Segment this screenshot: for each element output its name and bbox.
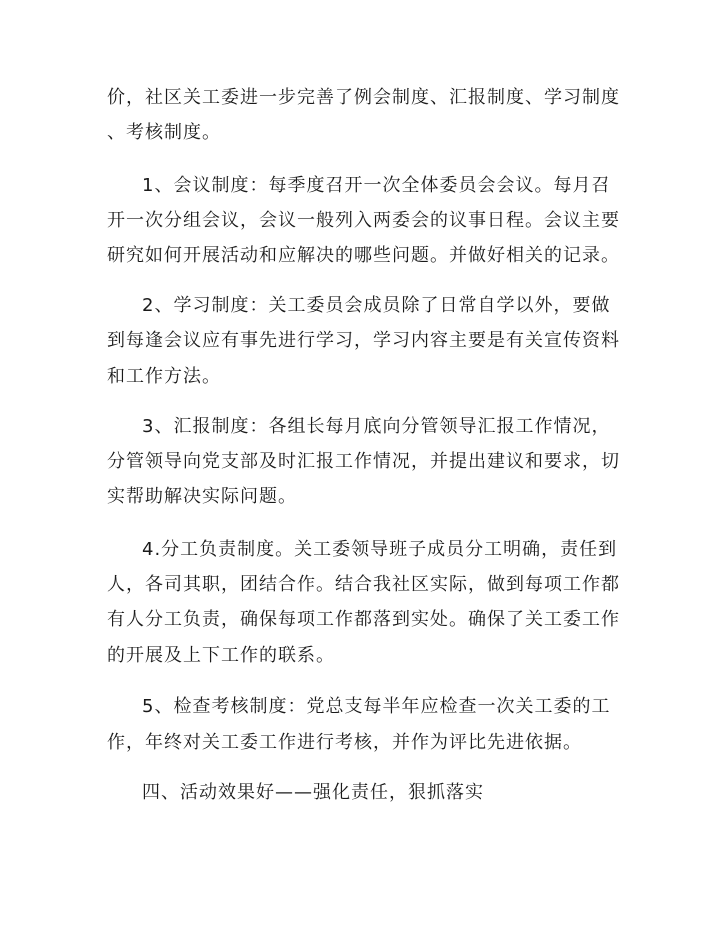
paragraph-line: 实帮助解决实际问题。	[107, 486, 297, 507]
paragraph-line: 4.分工负责制度。关工委领导班子成员分工明确，责任到	[142, 539, 618, 560]
paragraph-line: 有人分工负责，确保每项工作都落到实处。确保了关工委工作	[107, 609, 620, 630]
paragraph-line: 价，社区关工委进一步完善了例会制度、汇报制度、学习制度	[107, 87, 620, 108]
paragraph-line: 5、检查考核制度：党总支每半年应检查一次关工委的工	[142, 696, 611, 717]
paragraph-line: 、考核制度。	[107, 122, 221, 143]
paragraph-line: 作，年终对关工委工作进行考核，并作为评比先进依据。	[107, 732, 582, 753]
paragraph-line: 和工作方法。	[107, 366, 221, 387]
paragraph-line: 1、会议制度：每季度召开一次全体委员会会议。每月召	[142, 175, 611, 196]
paragraph-line: 的开展及上下工作的联系。	[107, 645, 335, 666]
paragraph-line: 研究如何开展活动和应解决的哪些问题。并做好相关的记录。	[107, 245, 620, 266]
paragraph-line: 2、学习制度：关工委员会成员除了日常自学以外，要做	[142, 295, 611, 316]
paragraph-line: 开一次分组会议，会议一般列入两委会的议事日程。会议主要	[107, 210, 620, 231]
paragraph-line: 3、汇报制度：各组长每月底向分管领导汇报工作情况，	[142, 416, 611, 437]
paragraph-line: 到每逢会议应有事先进行学习，学习内容主要是有关宣传资料	[107, 330, 620, 351]
section-heading: 四、活动效果好——强化责任，狠抓落实	[142, 782, 484, 803]
paragraph-line: 人，各司其职，团结合作。结合我社区实际，做到每项工作都	[107, 574, 620, 595]
paragraph-line: 分管领导向党支部及时汇报工作情况，并提出建议和要求，切	[107, 451, 620, 472]
